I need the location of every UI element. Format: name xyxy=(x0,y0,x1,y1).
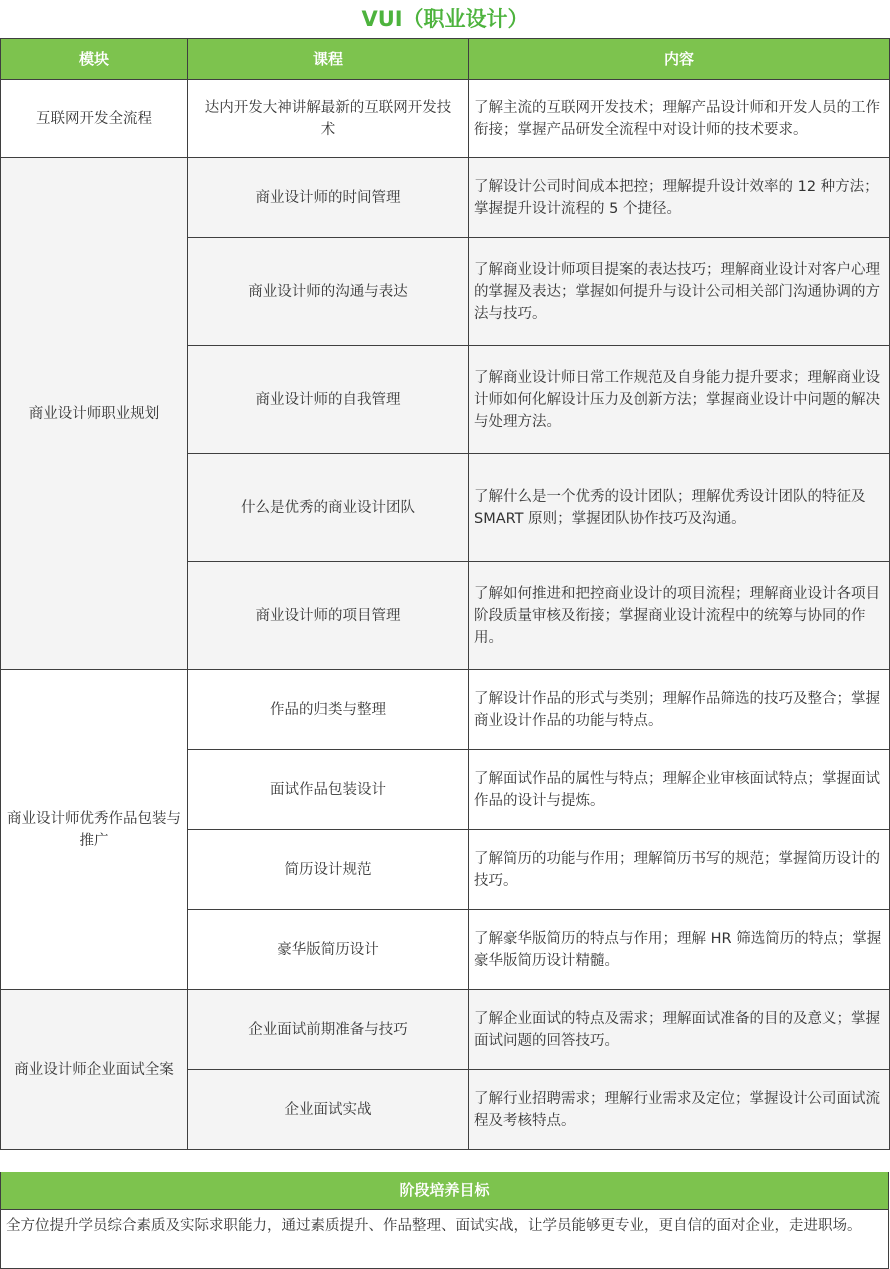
table-header-row xyxy=(1,39,890,80)
content-cell: 了解面试作品的属性与特点；理解企业审核面试特点；掌握面试作品的设计与提炼。 xyxy=(469,750,890,830)
table-row xyxy=(1,670,890,750)
course-cell: 简历设计规范 xyxy=(188,830,469,910)
course-cell: 商业设计师的沟通与表达 xyxy=(188,238,469,346)
course-cell: 商业设计师的时间管理 xyxy=(188,158,469,238)
course-cell: 企业面试前期准备与技巧 xyxy=(188,990,469,1070)
course-cell: 什么是优秀的商业设计团队 xyxy=(188,454,469,562)
content-cell: 了解简历的功能与作用；理解简历书写的规范；掌握简历设计的技巧。 xyxy=(469,830,890,910)
table-row xyxy=(1,80,890,158)
module-cell: 互联网开发全流程 xyxy=(1,80,188,158)
content-cell: 了解什么是一个优秀的设计团队；理解优秀设计团队的特征及 SMART 原则；掌握团队协作技巧及沟通。 xyxy=(469,454,890,562)
course-cell: 豪华版简历设计 xyxy=(188,910,469,990)
module-cell: 商业设计师企业面试全案 xyxy=(1,990,188,1150)
content-cell: 了解豪华版简历的特点与作用；理解 HR 筛选简历的特点；掌握豪华版简历设计精髓。 xyxy=(469,910,890,990)
content-cell: 了解行业招聘需求；理解行业需求及定位；掌握设计公司面试流程及考核特点。 xyxy=(469,1070,890,1150)
content-cell: 了解主流的互联网开发技术；理解产品设计师和开发人员的工作衔接；掌握产品研发全流程中对设计师的技术要求。 xyxy=(469,80,890,158)
header-course: 课程 xyxy=(188,39,469,80)
table-row xyxy=(1,158,890,238)
content-cell: 了解商业设计师日常工作规范及自身能力提升要求；理解商业设计师如何化解设计压力及创新方法；掌握商业设计中问题的解决与处理方法。 xyxy=(469,346,890,454)
course-cell: 企业面试实战 xyxy=(188,1070,469,1150)
page-title: VUI（职业设计） xyxy=(361,7,529,31)
table-row xyxy=(1,990,890,1070)
course-cell: 面试作品包装设计 xyxy=(188,750,469,830)
course-cell: 商业设计师的自我管理 xyxy=(188,346,469,454)
goal-text: 全方位提升学员综合素质及实际求职能力，通过素质提升、作品整理、面试实战，让学员能够更专业，更自信的面对企业，走进职场。 xyxy=(0,1210,889,1269)
header-module: 模块 xyxy=(1,39,188,80)
course-cell: 作品的归类与整理 xyxy=(188,670,469,750)
module-cell: 商业设计师优秀作品包装与推广 xyxy=(1,670,188,990)
content-cell: 了解商业设计师项目提案的表达技巧；理解商业设计对客户心理的掌握及表达；掌握如何提升与设计公司相关部门沟通协调的方法与技巧。 xyxy=(469,238,890,346)
module-cell: 商业设计师职业规划 xyxy=(1,158,188,670)
curriculum-table xyxy=(0,38,890,1150)
content-cell: 了解设计公司时间成本把控；理解提升设计效率的 12 种方法；掌握提升设计流程的 5 个捷径。 xyxy=(469,158,890,238)
content-cell: 了解设计作品的形式与类别；理解作品筛选的技巧及整合；掌握商业设计作品的功能与特点。 xyxy=(469,670,890,750)
header-content: 内容 xyxy=(469,39,890,80)
course-cell: 达内开发大神讲解最新的互联网开发技术 xyxy=(188,80,469,158)
content-cell: 了解如何推进和把控商业设计的项目流程；理解商业设计各项目阶段质量审核及衔接；掌握商业设计流程中的统筹与协同的作用。 xyxy=(469,562,890,670)
content-cell: 了解企业面试的特点及需求；理解面试准备的目的及意义；掌握面试问题的回答技巧。 xyxy=(469,990,890,1070)
course-cell: 商业设计师的项目管理 xyxy=(188,562,469,670)
goal-heading: 阶段培养目标 xyxy=(0,1172,889,1210)
